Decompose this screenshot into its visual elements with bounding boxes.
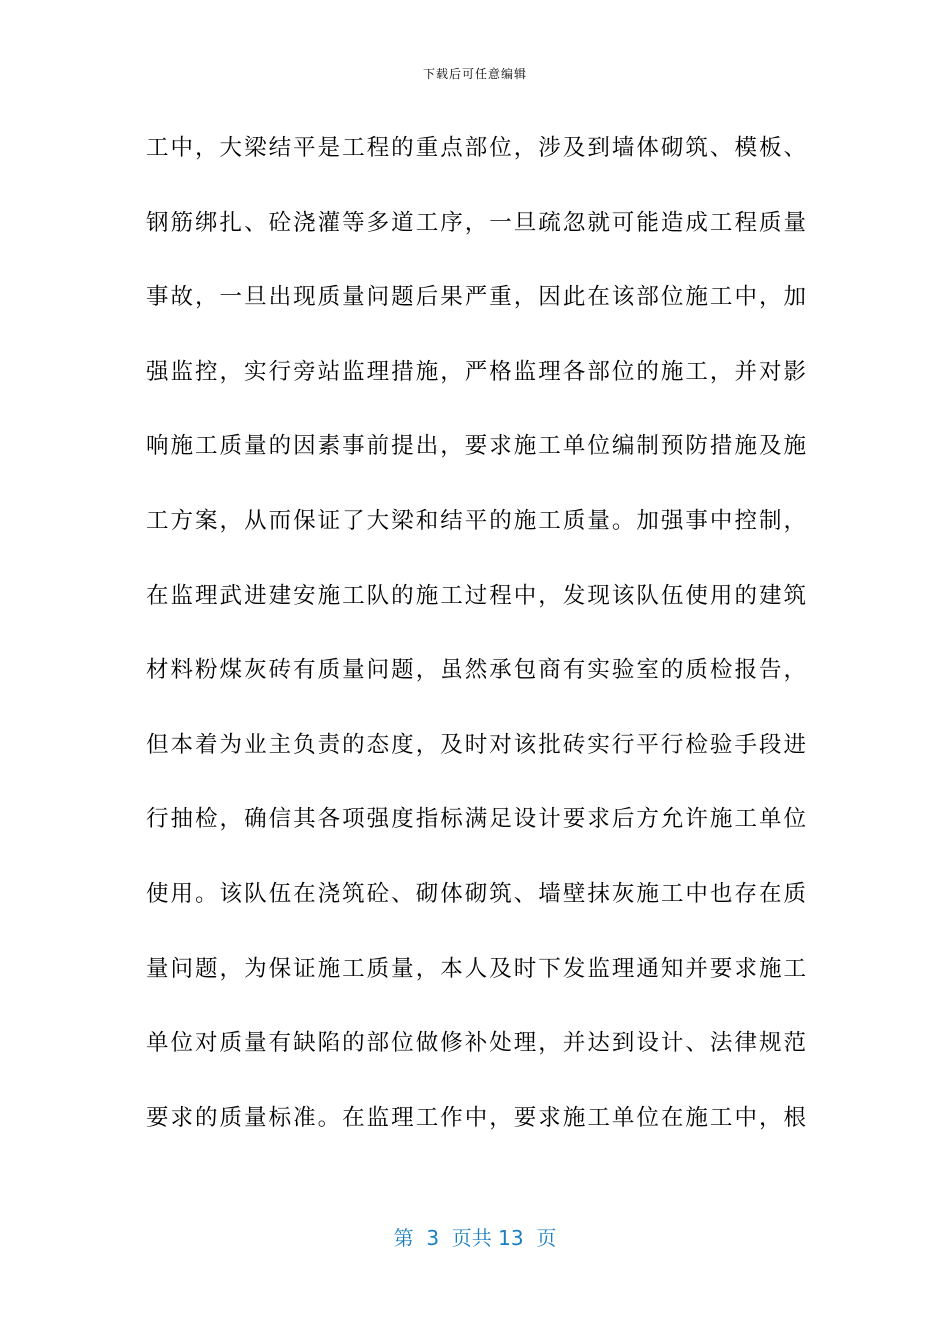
page-header: 下载后可任意编辑 [422,67,527,81]
text-line: 但本着为业主负责的态度，及时对该批砖实行平行检验手段进 [146,731,806,758]
text-line: 量问题，为保证施工质量，本人及时下发监理通知并要求施工 [146,955,806,982]
text-line: 在监理武进建安施工队的施工过程中，发现该队伍使用的建筑 [146,582,806,609]
text-line: 使用。该队伍在浇筑砼、砌体砌筑、墙壁抹灰施工中也存在质 [146,880,806,907]
text-line: 材料粉煤灰砖有质量问题，虽然承包商有实验室的质检报告， [146,657,806,684]
text-line: 工中，大梁结平是工程的重点部位，涉及到墙体砌筑、模板、 [146,135,806,161]
page-footer: 第 3 页共 13 页 [393,1226,557,1250]
text-line: 钢筋绑扎、砼浇灌等多道工序，一旦疏忽就可能造成工程质量 [146,209,806,236]
text-line: 工方案，从而保证了大梁和结平的施工质量。加强事中控制， [146,507,806,534]
text-line: 行抽检，确信其各项强度指标满足设计要求后方允许施工单位 [146,806,806,833]
body-text [146,120,806,1164]
text-line: 事故，一旦出现质量问题后果严重，因此在该部位施工中，加 [146,284,806,311]
text-line: 响施工质量的因素事前提出，要求施工单位编制预防措施及施 [146,433,806,460]
text-line: 单位对质量有缺陷的部位做修补处理，并达到设计、法律规范 [146,1030,806,1057]
text-line: 要求的质量标准。在监理工作中，要求施工单位在施工中，根 [146,1104,806,1131]
text-line: 强监控，实行旁站监理措施，严格监理各部位的施工，并对影 [146,358,806,385]
